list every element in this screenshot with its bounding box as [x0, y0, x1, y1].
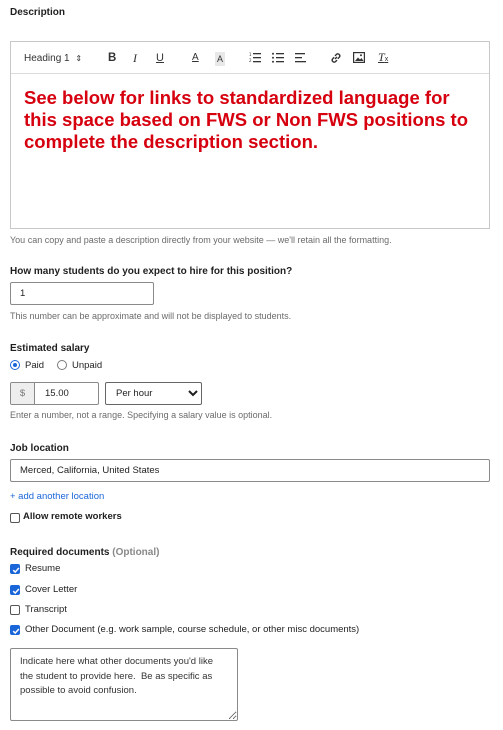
hires-label: How many students do you expect to hire for this position?	[10, 266, 293, 277]
salary-label: Estimated salary	[10, 343, 90, 354]
highlight-button[interactable]: A	[217, 54, 224, 64]
currency-addon: $	[11, 383, 35, 404]
cover-letter-checkbox[interactable]	[10, 585, 20, 595]
hires-value: 1	[20, 288, 26, 299]
resume-checkbox[interactable]	[10, 564, 20, 574]
checkmark-icon	[11, 586, 21, 596]
location-label: Job location	[10, 443, 69, 454]
other-document-textarea[interactable]	[10, 648, 238, 721]
transcript-checkbox[interactable]	[10, 605, 20, 615]
heading-select[interactable]	[24, 52, 82, 66]
bullet-list-icon[interactable]	[272, 52, 284, 63]
description-content[interactable]: See below for links to standardized language for this space based on FWS or Non FWS positions to complete the description section.	[24, 87, 469, 152]
link-icon[interactable]	[330, 52, 342, 64]
hires-input[interactable]	[10, 282, 154, 305]
remote-workers-label: Allow remote workers	[23, 511, 122, 522]
svg-text:2: 2	[249, 58, 252, 63]
salary-unpaid-radio[interactable]	[57, 360, 67, 370]
checkmark-icon	[11, 626, 21, 636]
description-label: Description	[10, 7, 66, 18]
salary-amount-group	[10, 382, 99, 405]
ordered-list-icon[interactable]	[249, 52, 261, 63]
clear-format-icon[interactable]: Tx	[378, 50, 389, 64]
heading-select-label: Heading 1	[24, 53, 70, 64]
description-helper: You can copy and paste a description directly from your website — we'll retain all the formatting.	[10, 235, 392, 245]
salary-helper: Enter a number, not a range. Specifying a salary value is optional.	[10, 410, 273, 420]
checkmark-icon	[11, 565, 21, 575]
salary-amount-input[interactable]: 15.00	[45, 388, 69, 399]
sort-arrows-icon: ⇕	[75, 54, 83, 63]
clear-format-label: T	[378, 50, 385, 64]
font-color-button[interactable]: A	[192, 52, 199, 63]
other-document-checkbox[interactable]	[10, 625, 20, 635]
italic-button[interactable]: I	[133, 51, 137, 65]
resume-label: Resume	[25, 563, 61, 574]
remote-workers-checkbox[interactable]	[10, 513, 20, 523]
editor-toolbar	[11, 42, 489, 74]
align-left-icon[interactable]	[295, 52, 307, 63]
salary-paid-radio[interactable]	[10, 360, 20, 370]
hires-helper: This number can be approximate and will not be displayed to students.	[10, 311, 292, 321]
salary-unpaid-label: Unpaid	[72, 360, 103, 371]
other-document-label: Other Document (e.g. work sample, course schedule, or other misc documents)	[25, 624, 360, 635]
underline-button[interactable]: U	[156, 52, 164, 64]
add-location-link[interactable]: + add another location	[10, 491, 105, 502]
image-icon[interactable]	[353, 52, 365, 63]
salary-paid-label: Paid	[25, 360, 45, 371]
location-value: Merced, California, United States	[20, 465, 160, 476]
svg-text:1: 1	[249, 52, 252, 57]
documents-label	[10, 547, 159, 558]
documents-title: Required documents	[10, 547, 110, 558]
description-editor[interactable]	[10, 41, 490, 229]
salary-period-select[interactable]	[105, 382, 202, 405]
optional-tag: (Optional)	[112, 547, 160, 558]
location-input[interactable]	[10, 459, 490, 482]
bold-button[interactable]: B	[108, 52, 117, 64]
transcript-label: Transcript	[25, 604, 67, 615]
cover-letter-label: Cover Letter	[25, 584, 78, 595]
